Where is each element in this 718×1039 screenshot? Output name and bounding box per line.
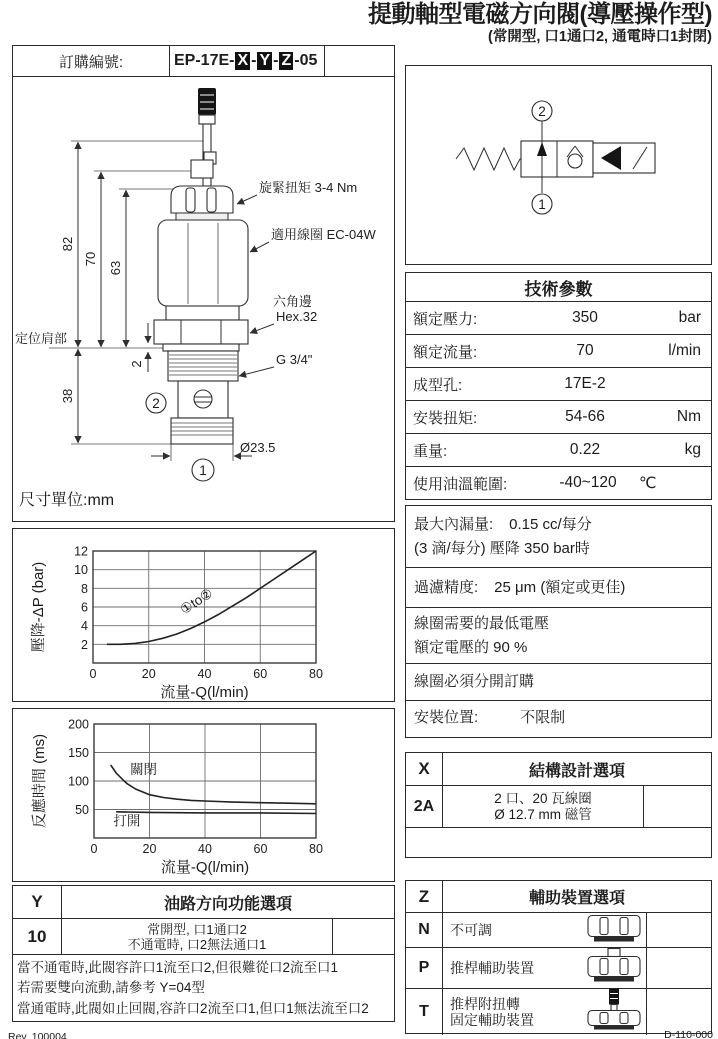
dim-82: 82 — [60, 236, 75, 252]
z-option-row — [406, 913, 711, 948]
y-tick-label: 2 — [81, 637, 88, 652]
spec-row-mounting — [406, 701, 711, 735]
page-subtitle: (常開型, 口1通口2, 通電時口1封閉) — [488, 29, 712, 45]
param-label: 重量: — [413, 442, 448, 460]
z-table-header — [406, 881, 711, 913]
cross-port-hole — [194, 390, 212, 408]
y-option-line2: 不通電時, 口2無法通口1 — [127, 936, 267, 952]
table-row — [406, 467, 711, 499]
table-row — [406, 368, 711, 401]
z-option-line1: 推桿輔助裝置 — [450, 960, 534, 976]
table-row — [406, 335, 711, 368]
y-table-title: 油路方向功能選項 — [163, 895, 292, 913]
spec-line: (3 滴/每分) 壓降 350 bar時 — [414, 539, 590, 557]
tech-table-rows — [406, 302, 711, 499]
y-note-line: 當通電時,此閥如止回閥,容許口2流至口1,但口1無法流至口2 — [17, 1000, 369, 1016]
port-1-number: 1 — [199, 463, 207, 478]
y-option-line1: 常開型, 口1通口2 — [147, 921, 247, 937]
y-table-header — [13, 886, 394, 919]
spec-row-voltage — [406, 608, 711, 664]
series-label: 打開 — [113, 813, 141, 829]
dimension-unit-note: 尺寸單位:mm — [19, 492, 115, 509]
spec-row-filtration — [406, 568, 711, 608]
spec-line — [414, 576, 703, 599]
z-option-line1: 不可調 — [450, 922, 492, 938]
y-tick-label: 10 — [74, 563, 88, 578]
param-value: 54-66 — [565, 408, 605, 425]
symbol-port-1-number: 1 — [538, 197, 546, 212]
z-option-code: T — [406, 989, 443, 1035]
spec-label: 安裝位置: — [414, 709, 479, 727]
y-tick-label: 8 — [81, 581, 88, 596]
spec-line — [414, 706, 703, 729]
x-tick-label: 60 — [253, 842, 268, 856]
order-row-empty-cell — [325, 46, 394, 76]
override-nut — [199, 115, 215, 124]
x-axis-label: 流量-Q(l/min) — [160, 859, 250, 876]
param-value: 0.22 — [569, 441, 601, 458]
spec-line — [414, 513, 703, 536]
table-row — [406, 302, 711, 335]
technical-parameters-table — [405, 272, 712, 500]
y-option-empty-cell — [333, 919, 394, 954]
dim-70: 70 — [83, 251, 98, 267]
y-note-line: 當不通電時,此閥容許口1流至口2,但很難從口2流至口1 — [17, 960, 339, 975]
hex-nut — [154, 320, 248, 344]
dim-dia-23-5: Ø23.5 — [240, 440, 276, 455]
tube-adapter — [166, 306, 239, 320]
valve-dimension-drawing — [13, 76, 396, 521]
spec-label: 最大內漏量: — [414, 516, 494, 534]
z-option-table — [405, 880, 712, 1034]
y-tick-label: 4 — [81, 619, 88, 634]
param-value: -40~120 — [559, 474, 617, 491]
param-unit: Nm — [676, 408, 701, 425]
check-valve-ball — [568, 154, 582, 168]
hex-callout-line2: Hex.32 — [276, 309, 318, 324]
order-number-code — [170, 46, 325, 76]
coil-retaining-nut — [171, 186, 233, 213]
order-code-prefix: EP-17E- — [174, 52, 235, 69]
series-label: 關閉 — [130, 762, 158, 778]
z-table-key: Z — [406, 881, 443, 912]
param-value: 17E-2 — [564, 375, 606, 392]
y-option-table — [12, 885, 395, 1022]
locating-shoulder — [163, 344, 239, 351]
torque-leader — [237, 195, 257, 204]
spec-line: 線圈必須分開訂購 — [414, 673, 535, 691]
x-tick-label: 0 — [89, 667, 97, 681]
x-tick-label: 20 — [141, 667, 156, 681]
spec-value: 不限制 — [520, 709, 566, 727]
thread-section — [168, 351, 238, 381]
connector-elbow — [191, 160, 213, 178]
order-number-label: 訂購編號: — [13, 46, 170, 76]
x-option-line2: Ø 12.7 mm 磁管 — [494, 806, 592, 822]
z-option-empty-cell — [646, 913, 711, 947]
solenoid-tube — [158, 220, 248, 306]
z-option-code: N — [406, 913, 443, 947]
y-tick-label: 100 — [68, 774, 89, 789]
nut-slot — [207, 188, 216, 212]
series-curve — [116, 812, 316, 814]
coil-callout: 適用線圈 EC-04W — [271, 227, 376, 242]
y-table-key: Y — [13, 886, 62, 918]
z-option-description — [443, 948, 646, 988]
param-unit: kg — [684, 441, 701, 458]
param-label: 安裝扭矩: — [413, 409, 478, 427]
x-tick-label: 0 — [90, 842, 98, 856]
z-option-line2: 固定輔助裝置 — [450, 1012, 534, 1028]
nut-pushpin-icon — [585, 948, 643, 989]
spec-line: 額定電壓的 90 % — [414, 638, 528, 656]
order-number-row — [13, 46, 394, 77]
spring-symbol — [456, 148, 521, 170]
table-row — [406, 401, 711, 434]
param-label: 使用油溫範圍: — [413, 475, 508, 493]
washer — [176, 213, 228, 220]
param-value: 70 — [576, 342, 594, 359]
param-unit: l/min — [668, 342, 701, 359]
z-option-description — [443, 913, 646, 947]
z-option-description — [443, 989, 646, 1035]
y-table-notes — [13, 955, 394, 1019]
page-title: 提動軸型電磁方向閥(導壓操作型) — [368, 1, 712, 28]
y-note-line: 若需要雙向流動,請參考 Y=04型 — [17, 980, 205, 996]
dim-63: 63 — [108, 260, 123, 276]
hex-callout-line1: 六角邊 — [273, 294, 313, 309]
x-option-description — [443, 786, 643, 827]
z-option-code: P — [406, 948, 443, 988]
param-label: 成型孔: — [413, 376, 463, 394]
dim-38: 38 — [60, 388, 75, 404]
y-tick-label: 12 — [74, 544, 88, 559]
title-block — [368, 1, 712, 45]
spec-row-leakage — [406, 506, 711, 568]
hex-leader — [250, 324, 274, 333]
nut-slot — [186, 188, 195, 212]
x-axis-label: 流量-Q(l/min) — [160, 684, 249, 700]
order-code-x-chip: X — [237, 52, 249, 69]
response-time-chart-panel — [12, 708, 395, 882]
additional-specs-table — [405, 505, 712, 738]
hydraulic-symbol — [406, 66, 710, 263]
series-label: ①to② — [177, 585, 216, 618]
x-table-title: 結構設計選項 — [528, 762, 625, 780]
z-option-line1: 推桿附扭轉 — [450, 996, 520, 1012]
thread-leader — [239, 367, 274, 376]
x-tick-label: 80 — [309, 667, 323, 681]
pressure-drop-chart-panel — [12, 528, 395, 702]
spec-label: 過濾精度: — [414, 578, 479, 596]
order-code-sep: - — [273, 52, 279, 69]
y-tick-label: 6 — [81, 600, 88, 615]
port-2-number: 2 — [152, 396, 160, 411]
nut-plain-icon — [585, 914, 643, 947]
y-axis-label: 壓降-ΔP (bar) — [30, 561, 47, 653]
response-time-chart — [13, 709, 393, 880]
x-table-key: X — [406, 753, 443, 785]
x-tick-label: 20 — [142, 842, 157, 856]
table-row — [406, 434, 711, 467]
x-option-code: 2A — [406, 786, 443, 827]
spec-value: 25 μm (額定或更佳) — [494, 578, 626, 596]
x-option-table — [405, 752, 712, 858]
x-option-line1: 2 口、20 瓦線圈 — [494, 790, 592, 806]
order-code-suffix: -05 — [294, 52, 318, 69]
x-tick-label: 40 — [198, 842, 212, 856]
spec-row-coil-order — [406, 664, 711, 701]
param-label: 額定壓力: — [413, 310, 478, 328]
x-option-row — [406, 786, 711, 828]
x-tick-label: 40 — [197, 667, 212, 681]
param-value: 350 — [572, 309, 598, 326]
z-table-title: 輔助裝置選項 — [528, 890, 625, 907]
y-option-description — [62, 919, 333, 954]
z-option-row — [406, 948, 711, 989]
hydraulic-symbol-panel — [405, 65, 712, 265]
order-code-z-chip: Z — [281, 52, 292, 69]
nut-twist-lock-icon — [585, 988, 643, 1037]
x-tick-label: 80 — [309, 842, 323, 856]
shoulder-label: 定位肩部 — [15, 331, 68, 346]
x-tick-label: 60 — [253, 667, 268, 681]
x-option-empty-cell — [643, 786, 711, 827]
order-code-sep: - — [251, 52, 257, 69]
document-number: D-110-000 — [664, 1029, 713, 1039]
pressure-drop-chart — [13, 529, 393, 700]
coil-leader — [250, 242, 269, 252]
spec-value: 0.15 cc/每分 — [509, 516, 592, 534]
y-axis-label: 反應時間 (ms) — [31, 733, 48, 829]
y-option-row — [13, 919, 394, 955]
symbol-port-2-number: 2 — [538, 104, 546, 119]
tech-table-title: 技術參數 — [406, 273, 711, 302]
order-code-y-chip: Y — [259, 52, 271, 69]
z-option-empty-cell — [646, 948, 711, 988]
param-unit: ℃ — [639, 474, 657, 492]
revision-note: Rev. 100004 — [8, 1031, 67, 1039]
dim-2: 2 — [129, 360, 144, 368]
x-table-header — [406, 753, 711, 786]
torque-callout: 旋緊扭矩 3-4 Nm — [259, 180, 358, 195]
y-tick-label: 150 — [68, 746, 89, 760]
param-label: 額定流量: — [413, 343, 478, 361]
drawing-panel — [12, 45, 395, 522]
y-tick-label: 50 — [75, 803, 89, 817]
param-unit: bar — [678, 309, 701, 326]
thread-callout: G 3/4" — [276, 352, 313, 367]
spec-line: 線圈需要的最低電壓 — [414, 615, 550, 633]
x-table-empty-row — [406, 828, 711, 857]
y-tick-label: 200 — [68, 717, 89, 732]
y-option-code: 10 — [13, 919, 62, 954]
